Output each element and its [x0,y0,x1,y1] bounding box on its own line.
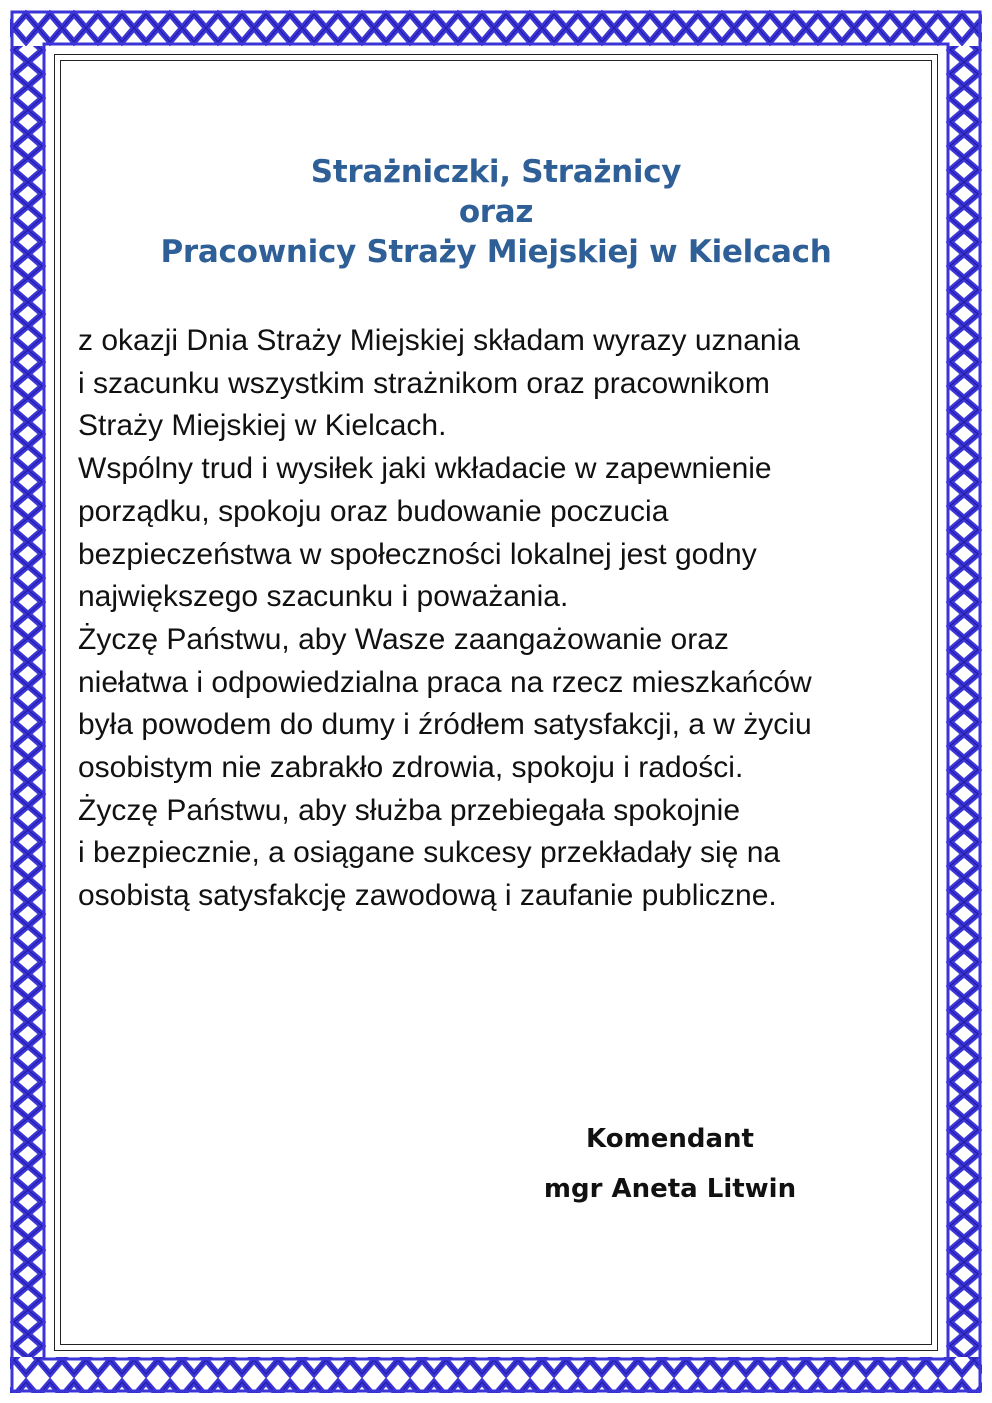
body-line: osobistą satysfakcję zawodową i zaufanie publiczne. [78,879,777,913]
body-line: z okazji Dnia Straży Miejskiej składam wyrazy uznania [78,324,800,357]
body-line: największego szacunku i poważania. [78,580,569,614]
heading-line-2: oraz [458,194,534,230]
body-line: bezpieczeństwa w społeczności lokalnej jest godny [78,537,757,571]
body-line: Straży Miejskiej w Kielcach. [78,409,447,443]
body-line: Życzę Państwu, aby Wasze zaangażowanie oraz [78,622,729,656]
letter-body [78,320,928,918]
body-line: Życzę Państwu, aby służba przebiegała spokojnie [78,793,741,827]
body-line: porządku, spokoju oraz budowanie poczucia [78,494,669,528]
body-line: osobistym nie zabrakło zdrowia, spokoju i radości. [78,751,744,785]
body-line: Wspólny trud i wysiłek jaki wkładacie w zapewnienie [78,452,772,486]
body-line: była powodem do dumy i źródłem satysfakcji, a w życiu [78,708,812,742]
body-line: i bezpiecznie, a osiągane sukcesy przekładały się na [78,836,781,870]
heading-line-3: Pracownicy Straży Miejskiej w Kielcach [160,234,832,270]
signature-title: Komendant [586,1124,754,1154]
signature-block [520,1114,820,1214]
heading-line-1: Strażniczki, Strażnicy [310,154,682,190]
body-line: i szacunku wszystkim strażnikom oraz pracownikom [78,366,770,400]
greeting-heading [60,152,932,272]
signature-name: mgr Aneta Litwin [543,1174,797,1204]
body-line: niełatwa i odpowiedzialna praca na rzecz mieszkańców [78,665,812,699]
